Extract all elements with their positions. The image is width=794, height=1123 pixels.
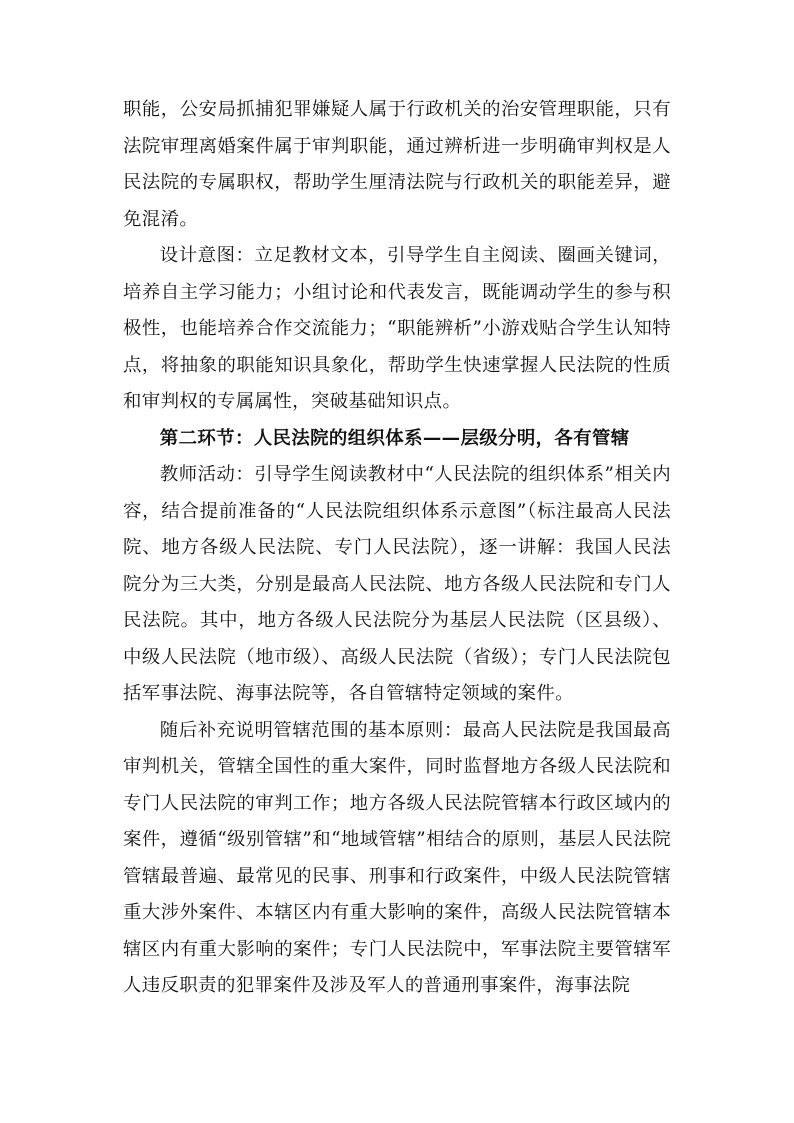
section-heading-second-stage: 第二环节：人民法院的组织体系——层级分明，各有管辖 [159, 427, 630, 449]
paragraph-continuation: 职能，公安局抓捕犯罪嫌疑人属于行政机关的治安管理职能，只有法院审理离婚案件属于审判职能，通过辨析进一步明确审判权是人民法院的专属职权，帮助学生厘清法院与行政机关的职能差异，避免混淆。 [123, 99, 671, 230]
paragraph-design-intent: 设计意图：立足教材文本，引导学生自主阅读、圈画关键词，培养自主学习能力；小组讨论和代表发言，既能调动学生的参与积极性，也能培养合作交流能力；“职能辨析”小游戏贴合学生认知特点，将抽象的职能知识具象化，帮助学生快速掌握人民法院的性质和审判权的专属属性，突破基础知识点。 [123, 245, 671, 412]
document-body [123, 92, 671, 1005]
paragraph-teacher-activity: 教师活动：引导学生阅读教材中“人民法院的组织体系”相关内容，结合提前准备的“人民法院组织体系示意图”（标注最高人民法院、地方各级人民法院、专门人民法院），逐一讲解：我国人民法院分为三大类，分别是最高人民法院、地方各级人民法院和专门人民法院。其中，地方各级人民法院分为基层人民法院（区县级）、中级人民法院（地市级）、高级人民法院（省级）；专门人民法院包括军事法院、海事法院等，各自管辖特定领域的案件。 [123, 464, 671, 704]
paragraph-jurisdiction-principles: 随后补充说明管辖范围的基本原则：最高人民法院是我国最高审判机关，管辖全国性的重大案件，同时监督地方各级人民法院和专门人民法院的审判工作；地方各级人民法院管辖本行政区域内的案件，遵循“级别管辖”和“地域管辖”相结合的原则，基层人民法院管辖最普遍、最常见的民事、刑事和行政案件，中级人民法院管辖重大涉外案件、本辖区内有重大影响的案件，高级人民法院管辖本辖区内有重大影响的案件；专门人民法院中，军事法院主要管辖军人违反职责的犯罪案件及涉及军人的普通刑事案件，海事法院 [123, 719, 671, 996]
